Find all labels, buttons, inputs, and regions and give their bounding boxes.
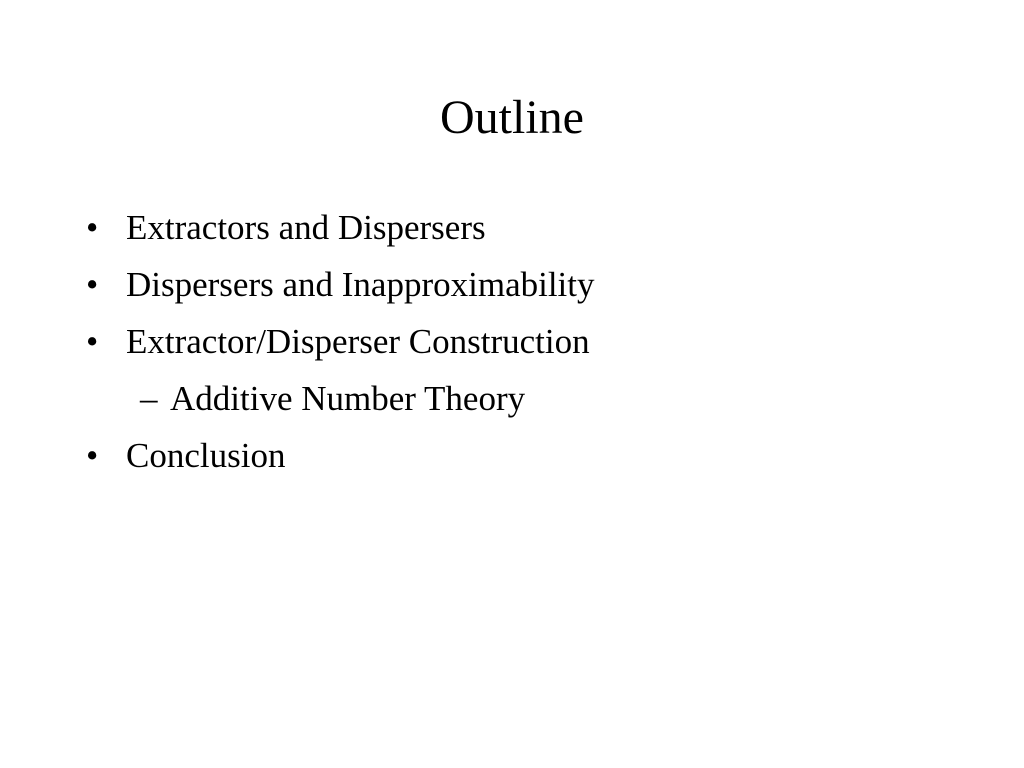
bullet-text: Conclusion [126,436,286,475]
bullet-marker: • [86,436,99,475]
bullet-marker: • [86,208,99,247]
bullet-text: Dispersers and Inapproximability [126,265,595,304]
bullet-marker: • [86,265,99,304]
sub-bullet-marker: – [140,379,158,418]
bullet-marker: • [86,322,99,361]
slide-title: Outline [440,91,584,144]
bullet-text: Extractor/Disperser Construction [126,322,590,361]
sub-bullet-text: Additive Number Theory [170,379,526,418]
bullet-text: Extractors and Dispersers [126,208,486,247]
